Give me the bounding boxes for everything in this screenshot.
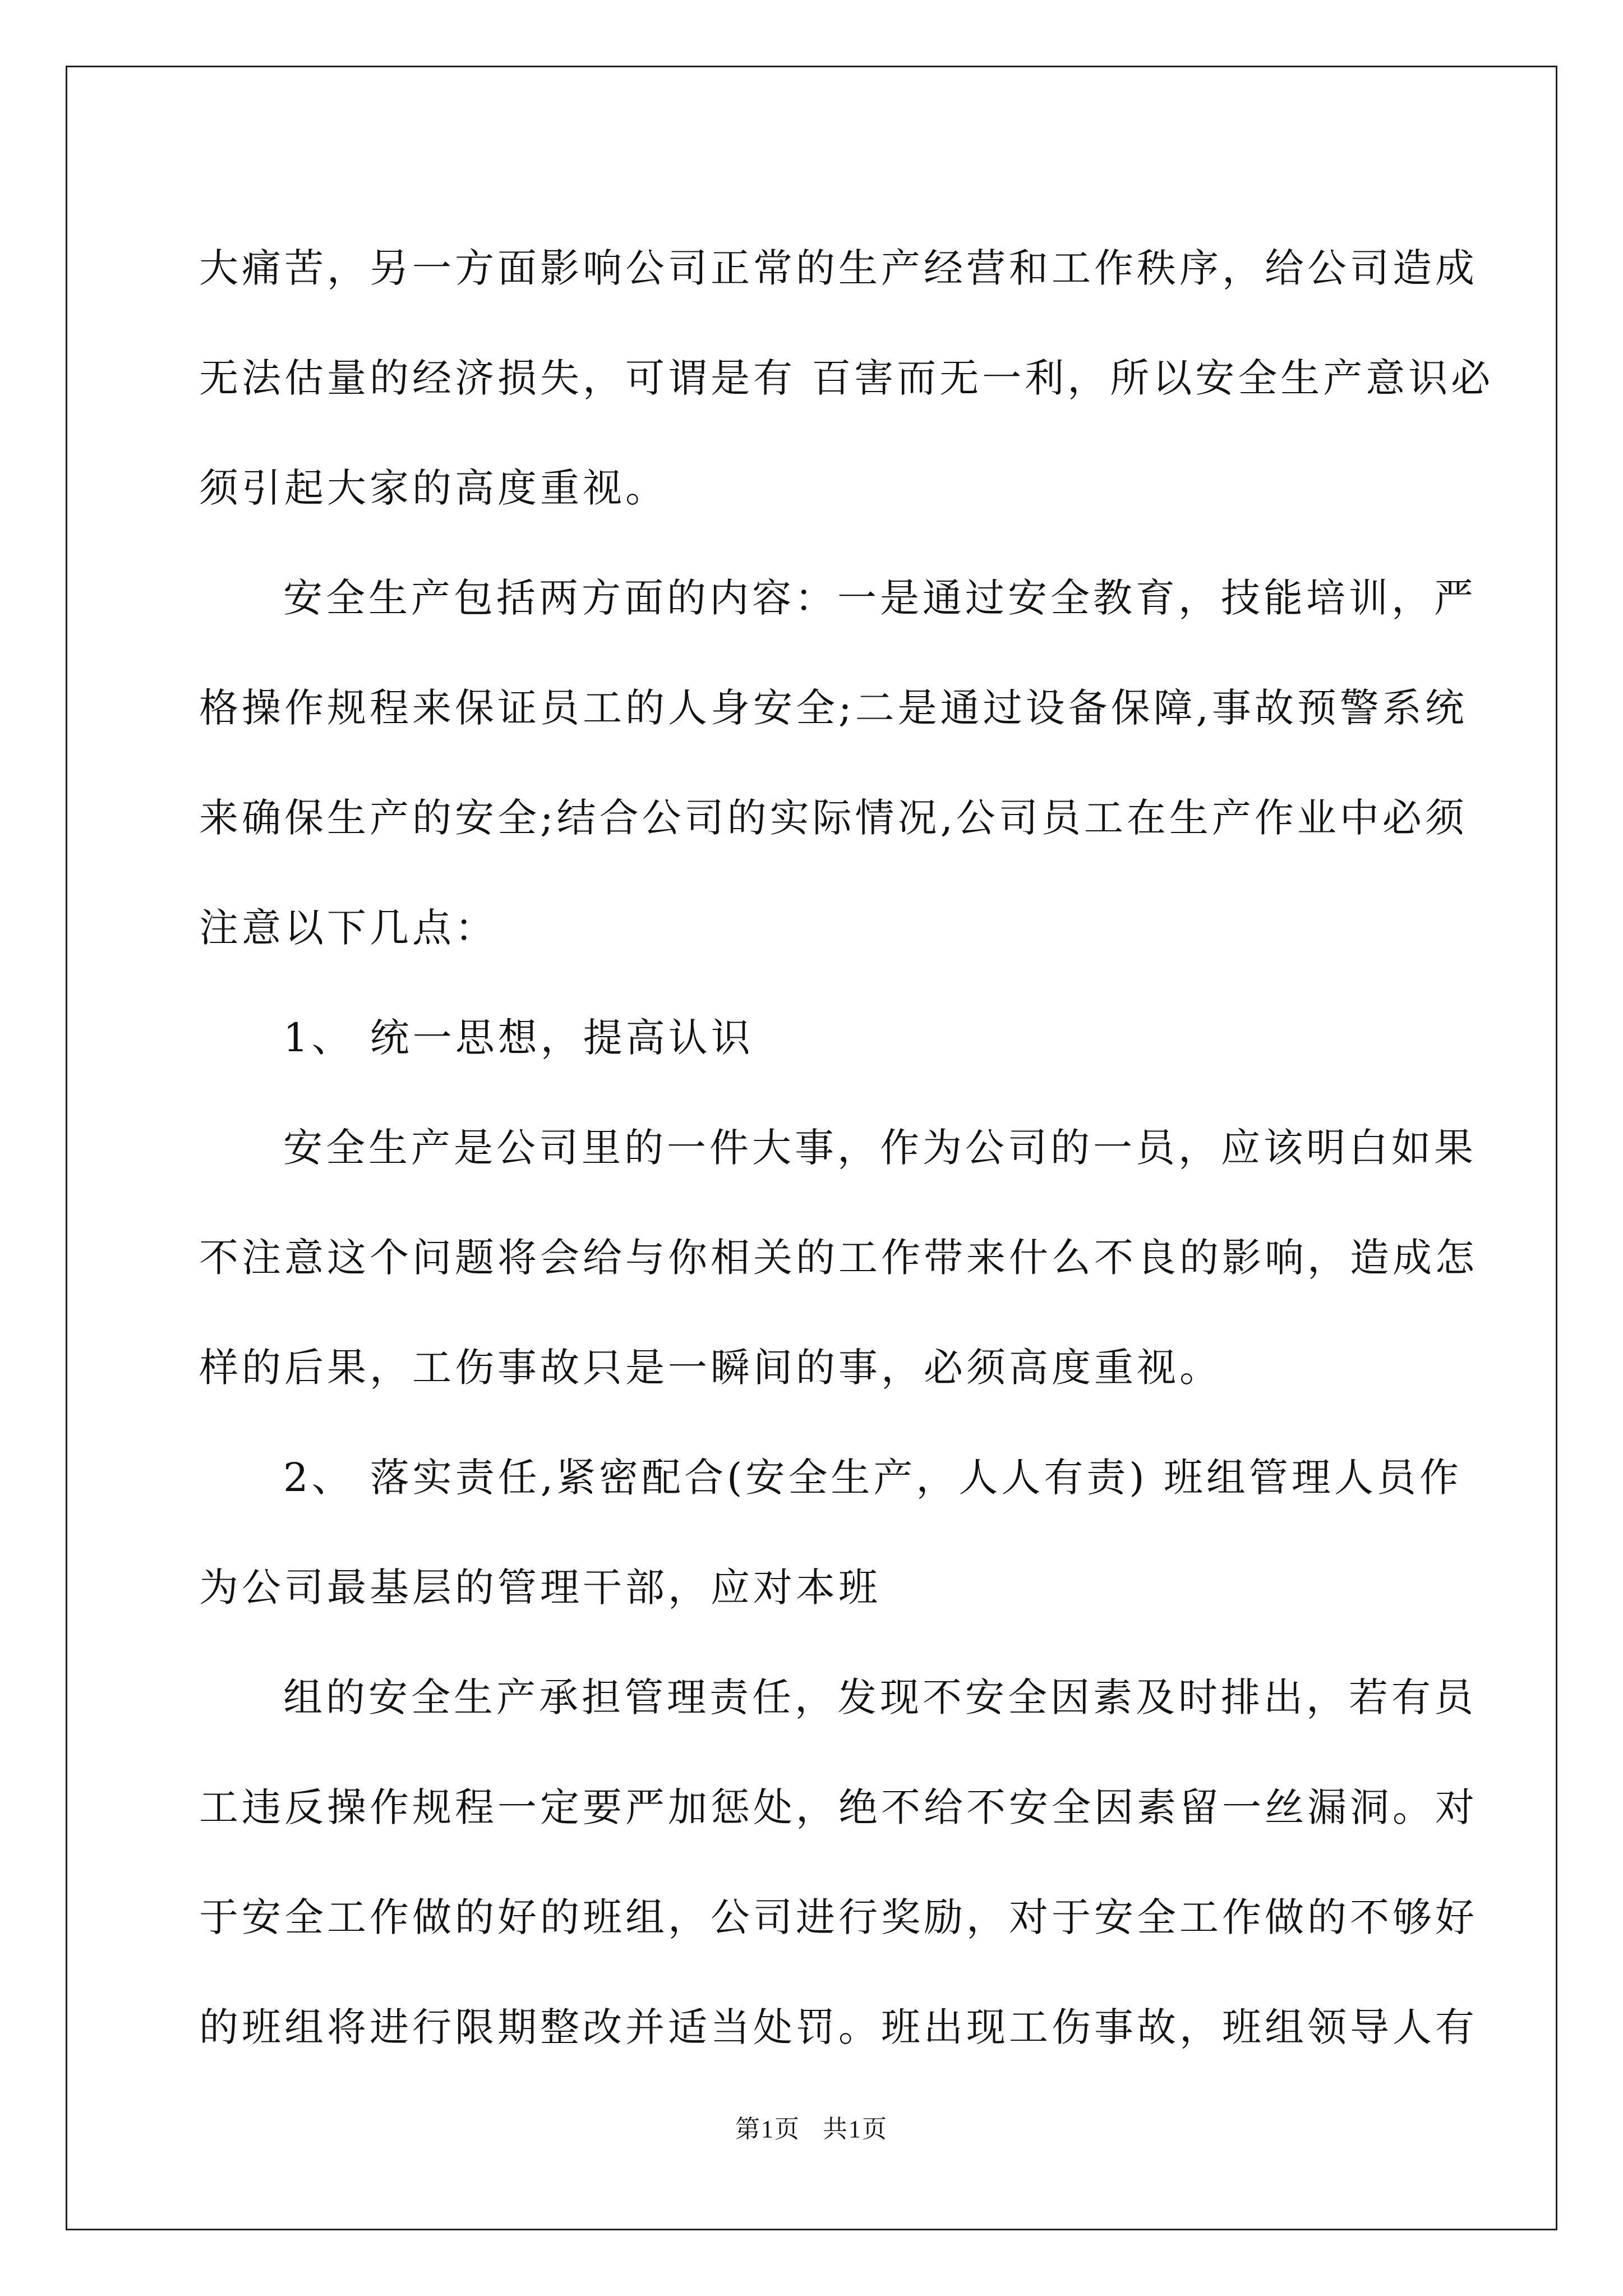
document-body [199,213,1494,2082]
section-heading: 1、 统一思想，提高认识 [283,1015,754,1061]
text-line: 须引起大家的高度重视。 [199,465,668,511]
text-line: 无法估量的经济损失，可谓是有 百害而无一利，所以安全生产意识必 [199,355,1494,401]
paragraph-3 [199,1093,1478,1423]
paragraph-5 [199,1642,1478,2082]
page-footer [0,2113,1623,2146]
text-line: 为公司最基层的管理干部，应对本班 [199,1565,881,1611]
text-line: 安全生产是公司里的一件大事，作为公司的一员，应该明白如果 [283,1125,1477,1171]
paragraph-1 [199,213,1494,543]
heading-1 [199,983,1427,1093]
paragraph-2 [199,543,1477,983]
text-line: 安全生产包括两方面的内容：一是通过安全教育，技能培训，严 [283,575,1477,621]
text-line: 样的后果，工伤事故只是一瞬间的事，必须高度重视。 [199,1345,1222,1391]
page-number: 第1页 [735,2115,800,2143]
text-line: 于安全工作做的好的班组，公司进行奖励，对于安全工作做的不够好 [199,1894,1478,1940]
text-line: 不注意这个问题将会给与你相关的工作带来什么不良的影响，造成怎 [199,1235,1478,1281]
text-line: 注意以下几点： [199,905,497,951]
text-line: 大痛苦，另一方面影响公司正常的生产经营和工作秩序，给公司造成 [199,245,1478,291]
text-line: 组的安全生产承担管理责任，发现不安全因素及时排出，若有员 [283,1674,1477,1720]
page-total: 共1页 [823,2115,888,2143]
text-line: 格操作规程来保证员工的人身安全;二是通过设备保障,事故预警系统 [199,685,1468,731]
text-line: 工违反操作规程一定要严加惩处，绝不给不安全因素留一丝漏洞。对 [199,1784,1478,1830]
text-line: 的班组将进行限期整改并适当处罚。班出现工伤事故，班组领导人有 [199,2004,1478,2050]
text-line: 来确保生产的安全;结合公司的实际情况,公司员工在生产作业中必须 [199,795,1468,841]
text-line: 2、 落实责任,紧密配合(安全生产，人人有责) 班组管理人员作 [283,1455,1462,1501]
paragraph-4 [199,1423,1462,1642]
